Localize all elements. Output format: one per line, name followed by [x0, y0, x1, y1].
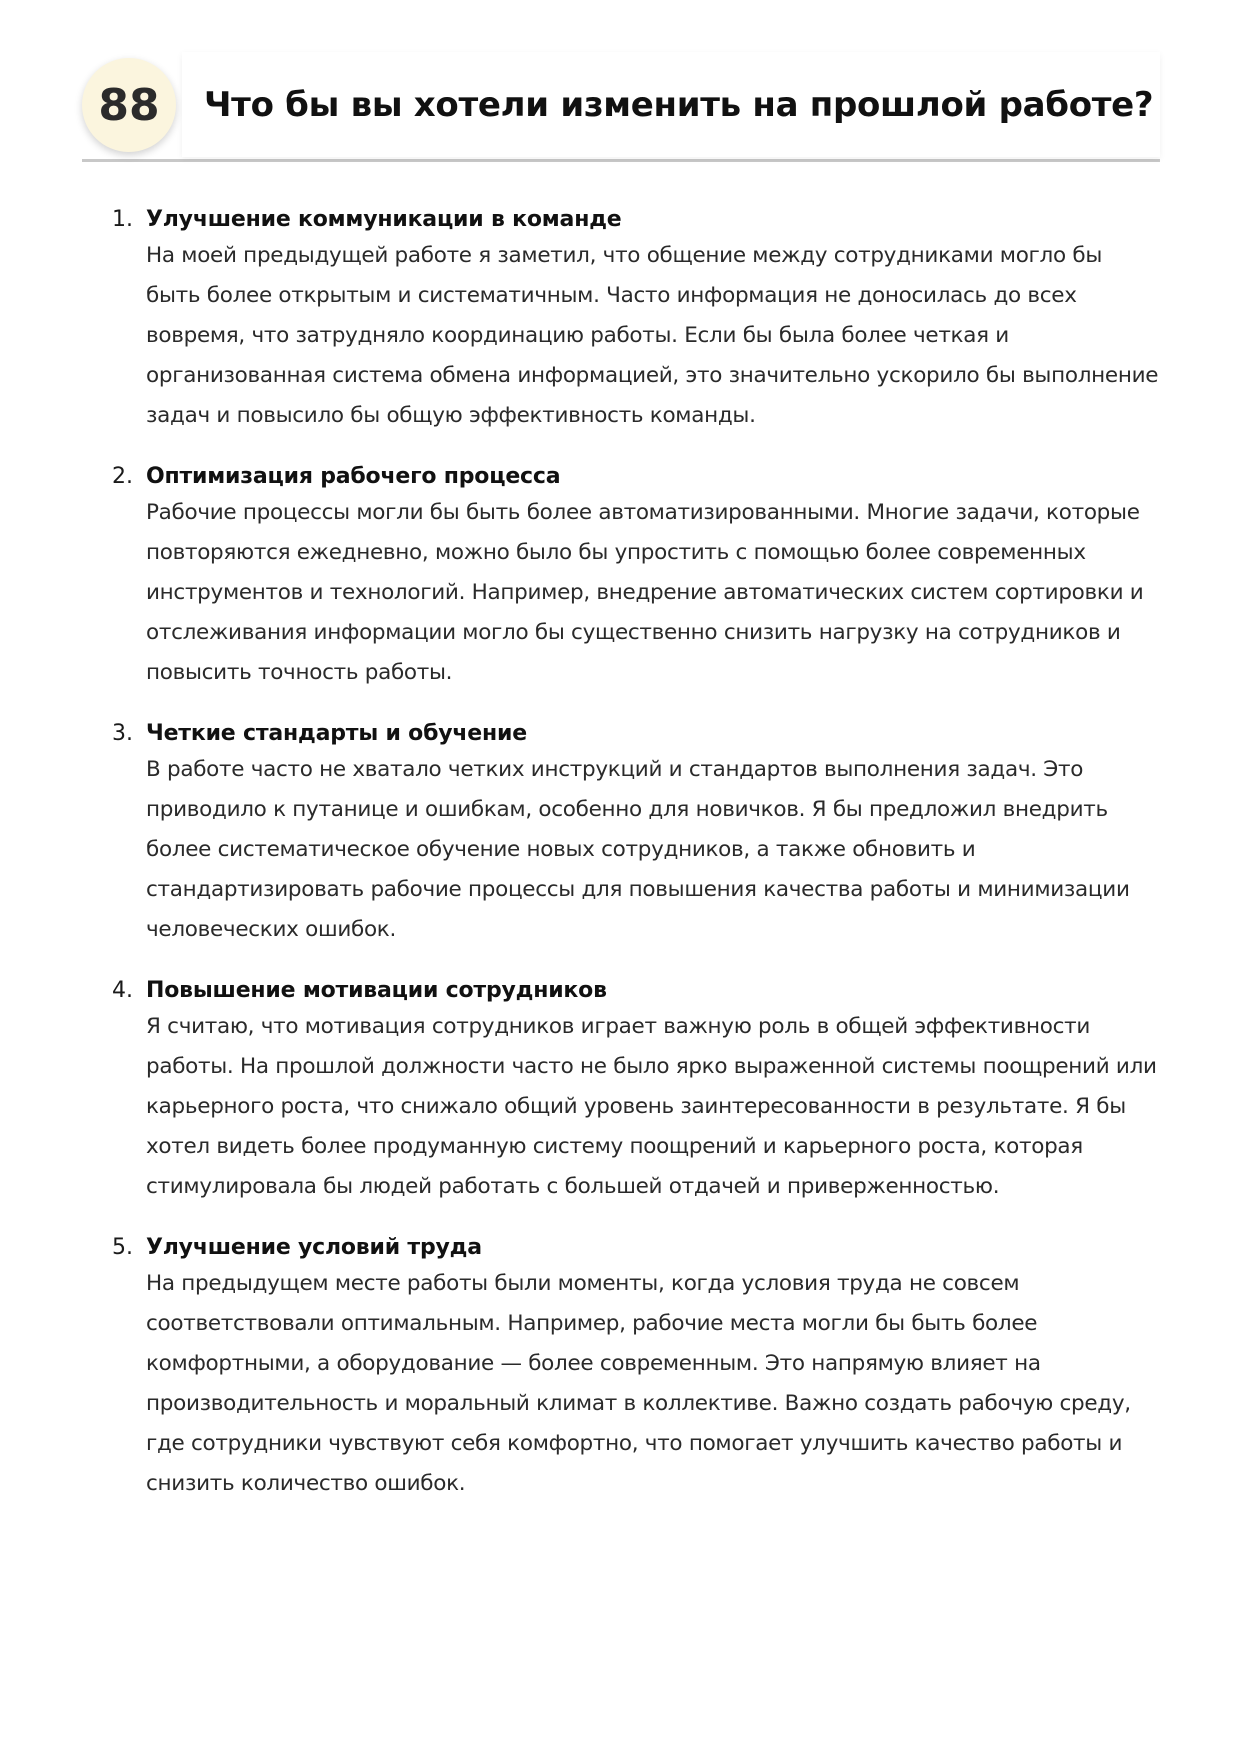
item-text: Я считаю, что мотивация сотрудников играет важную роль в общей эффективности работы. На прошлой должности часто не было ярко выраженной системы поощрений или карьерного роста, что снижало общий уровень заинтересованности в результате. Я бы хотел видеть более продуманную систему поощрений и карьерного роста, которая стимулировала бы людей работать с большей отдачей и приверженностью. [146, 1014, 1157, 1199]
list-item [112, 205, 1162, 436]
item-number: 1. [112, 207, 133, 232]
item-heading: Улучшение коммуникации в команде [146, 207, 622, 232]
item-text: Рабочие процессы могли бы быть более автоматизированными. Многие задачи, которые повторяются ежедневно, можно было бы упростить с помощью более современных инструментов и технологий. Например, внедрение автоматических систем сортировки и отслеживания информации могло бы существенно снизить нагрузку на сотрудников и повысить точность работы. [146, 500, 1144, 685]
list-item [112, 976, 1162, 1207]
item-number: 2. [112, 464, 133, 489]
item-number: 5. [112, 1235, 133, 1260]
list-item [112, 1233, 1162, 1504]
item-text: В работе часто не хватало четких инструкций и стандартов выполнения задач. Это приводило к путанице и ошибкам, особенно для новичков. Я бы предложил внедрить более систематическое обучение новых сотрудников, а также обновить и стандартизировать рабочие процессы для повышения качества работы и минимизации человеческих ошибок. [146, 757, 1130, 942]
title-bar [182, 52, 1160, 157]
page-title: Что бы вы хотели изменить на прошлой работе? [204, 84, 1154, 125]
item-heading: Четкие стандарты и обучение [146, 721, 527, 746]
item-heading: Повышение мотивации сотрудников [146, 978, 607, 1003]
item-text: На предыдущем месте работы были моменты, когда условия труда не совсем соответствовали оптимальным. Например, рабочие места могли бы быть более комфортными, а оборудование — более современным. Это напрямую влияет на производительность и моральный климат в коллективе. Важно создать рабочую среду, где сотрудники чувствуют себя комфортно, что помогает улучшить качество работы и снизить количество ошибок. [146, 1271, 1131, 1496]
answer-list [112, 205, 1162, 1530]
item-number: 4. [112, 978, 133, 1003]
item-heading: Улучшение условий труда [146, 1235, 482, 1260]
item-heading: Оптимизация рабочего процесса [146, 464, 561, 489]
question-number-badge: 88 [82, 58, 176, 152]
list-item [112, 462, 1162, 693]
item-number: 3. [112, 721, 133, 746]
list-item [112, 719, 1162, 950]
item-text: На моей предыдущей работе я заметил, что общение между сотрудниками могло бы быть более открытым и систематичным. Часто информация не доносилась до всех вовремя, что затрудняло координацию работы. Если бы была более четкая и организованная система обмена информацией, это значительно ускорило бы выполнение задач и повысило бы общую эффективность команды. [146, 243, 1159, 428]
page-header [82, 52, 1160, 162]
